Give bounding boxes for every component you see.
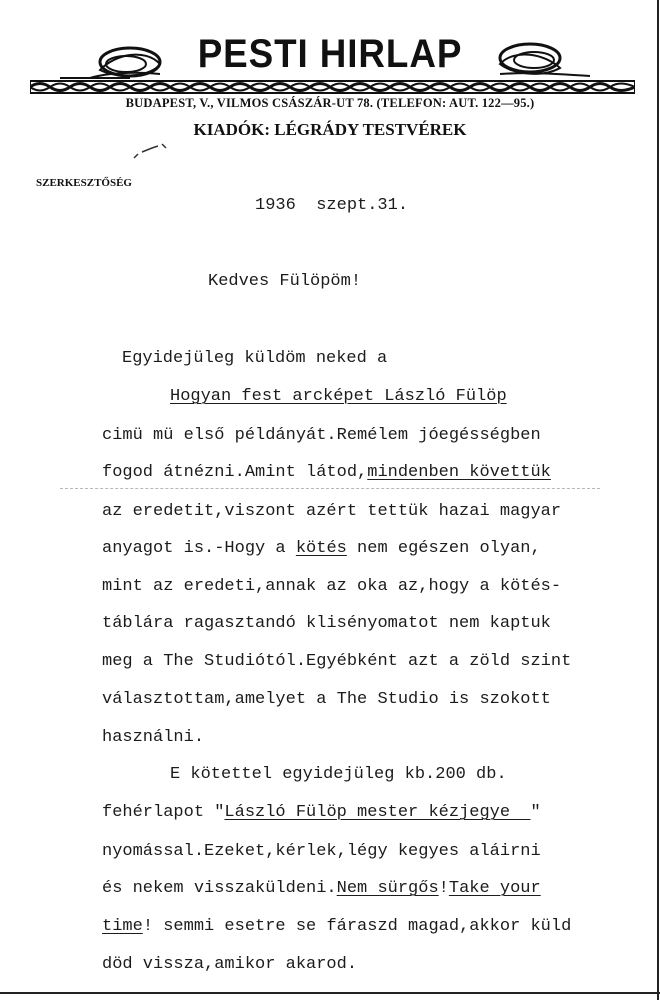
letter-line (102, 803, 541, 822)
letter-text: fogod átnézni.Amint látod, (102, 463, 368, 482)
letter-text: meg a The Studiótól.Egyébként azt a zöld szint (102, 652, 572, 671)
letter-text: fehérlapot " (102, 803, 225, 822)
letter-text: nem egészen olyan, (346, 539, 541, 558)
letter-text: és nekem visszaküldeni. (102, 879, 337, 898)
letter-text: Egyidejüleg küldöm neked a (122, 349, 388, 368)
letterhead-department: SZERKESZTŐSÉG (36, 177, 132, 189)
letter-line (102, 842, 541, 861)
underlined-text: time (102, 917, 143, 936)
letter-line (102, 955, 357, 974)
letter-text: választottam,amelyet a The Studio is szokott (102, 690, 551, 709)
newspaper-title: PESTI HIRLAP (197, 32, 463, 76)
letter-text: anyagot is.-Hogy a (102, 539, 296, 558)
letter-text: ! (438, 879, 449, 898)
page-edge-right (657, 0, 659, 1000)
underlined-text: Take your (448, 879, 541, 898)
page-edge-bottom (0, 992, 660, 994)
letter-line (170, 387, 507, 406)
letterhead-publisher: KIADÓK: LÉGRÁDY TESTVÉREK (193, 120, 467, 139)
underlined-text: Nem sürgős (336, 879, 439, 898)
letter-text: használni. (102, 728, 205, 747)
letter-line (102, 577, 561, 596)
letter-line (102, 917, 571, 936)
letter-line (170, 765, 507, 784)
letter-text: mint az eredeti,annak az oka az,hogy a kötés- (102, 577, 562, 596)
letter-text: cimü mü első példányát.Remélem jóegésségben (102, 426, 541, 445)
letter-line (102, 728, 204, 747)
letter-date: 1936 szept.31. (255, 196, 409, 215)
letter-line (102, 502, 561, 521)
underlined-text: Hogyan fest arcképet László Fülöp (170, 387, 507, 406)
letter-line (102, 539, 541, 558)
underlined-text: mindenben követtük (367, 463, 551, 482)
letter-text: táblára ragasztandó klisényomatot nem kaptuk (102, 614, 551, 633)
letter-line (102, 879, 541, 898)
letter-salutation: Kedves Fülöpöm! (208, 272, 362, 291)
letter-text: ! semmi esetre se fáraszd magad,akkor küld (142, 917, 572, 936)
letter-line (102, 426, 541, 445)
letter-text: az eredetit,viszont azért tettük hazai magyar (102, 502, 562, 521)
letter-line (102, 690, 551, 709)
letterhead-address: BUDAPEST, V., VILMOS CSÁSZÁR-UT 78. (TELEFON: AUT. 122—95.) (125, 96, 535, 110)
letter-text: död vissza,amikor akarod. (102, 955, 358, 974)
underlined-text: kötés (295, 539, 347, 558)
underlined-text: László Fülöp mester kézjegye (224, 803, 531, 822)
letter-text: nyomással.Ezeket,kérlek,légy kegyes aláirni (102, 842, 541, 861)
letter-line (102, 463, 551, 482)
letter-text: " (530, 803, 541, 822)
letter-line (102, 652, 571, 671)
letter-text: E kötettel egyidejüleg kb.200 db. (170, 765, 507, 784)
letter-line (122, 349, 387, 368)
letter-line (102, 614, 551, 633)
